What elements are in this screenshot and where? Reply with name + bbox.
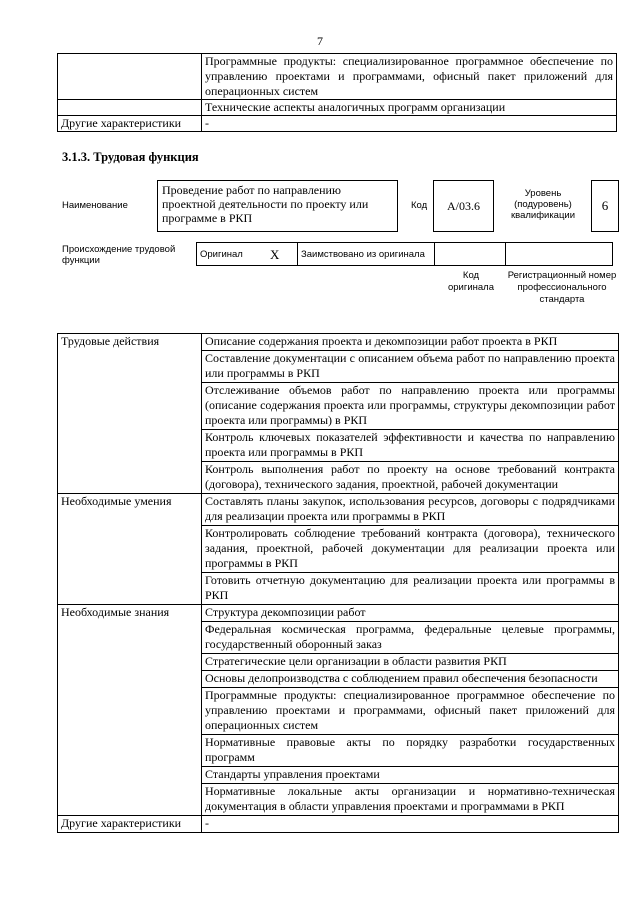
code-label: Код (411, 200, 428, 211)
original-mark: X (267, 243, 298, 266)
function-name-box: Проведение работ по направлению проектной деятельности по проекту или программе в РКП (157, 180, 398, 232)
list-item: Нормативные локальные акты организации и нормативно-техническая документация в области управления проектами и программами в РКП (202, 784, 619, 816)
table-row (58, 605, 619, 622)
list-item: Структура декомпозиции работ (202, 605, 619, 622)
group-label: Необходимые умения (58, 494, 202, 605)
table-row (58, 116, 617, 132)
list-item: Составление документации с описанием объема работ по направлению проекта или программы в РКП (202, 351, 619, 383)
list-item: Программные продукты: специализированное программное обеспечение по управлению проектами и программами, офисный пакет приложений для операционных систем (202, 688, 619, 735)
row-value: Технические аспекты аналогичных программ организации (202, 100, 617, 116)
table-row (58, 100, 617, 116)
list-item: Контролировать соблюдение требований контракта (договора), технического задания, проектной, рабочей документации для реализации проекта или программы в РКП (202, 526, 619, 573)
list-item: Отслеживание объемов работ по направлению проекта или программы (описание содержания проекта или программы, структуры декомпозиции работ проекта или программы) в РКП (202, 383, 619, 430)
function-table (57, 333, 619, 833)
origin-table (196, 242, 613, 266)
reg-number-cell (506, 243, 613, 266)
table-row (58, 494, 619, 526)
list-item: Стратегические цели организации в области развития РКП (202, 654, 619, 671)
original-label: Оригинал (197, 243, 268, 266)
level-label: Уровень (подуровень) квалификации (510, 188, 576, 221)
table-row (58, 334, 619, 351)
row-value: - (202, 116, 617, 132)
list-item: Составлять планы закупок, использования ресурсов, договоры с подрядчиками для реализации проекта или программы в РКП (202, 494, 619, 526)
reg-number-caption: Регистрационный номер профессионального стандарта (507, 270, 617, 305)
function-level-box: 6 (591, 180, 619, 232)
code-original-caption: Код оригинала (447, 270, 494, 293)
list-item: Основы делопроизводства с соблюдением правил обеспечения безопасности (202, 671, 619, 688)
list-item: Контроль выполнения работ по проекту на основе требований контракта (договора), технического задания, проектной, рабочей документации (202, 462, 619, 494)
row-label (58, 54, 202, 100)
list-item: Готовить отчетную документацию для реализации проекта или программы в РКП (202, 573, 619, 605)
list-item: Стандарты управления проектами (202, 767, 619, 784)
list-item: Описание содержания проекта и декомпозиции работ проекта в РКП (202, 334, 619, 351)
continuation-table (57, 53, 617, 132)
list-item: - (202, 816, 619, 833)
page-number: 7 (317, 34, 323, 48)
name-label: Наименование (62, 200, 128, 211)
code-original-cell (435, 243, 506, 266)
row-label: Другие характеристики (58, 116, 202, 132)
row-value: Программные продукты: специализированное программное обеспечение по управлению проектами и программами, офисный пакет приложений для операционных систем (202, 54, 617, 100)
list-item: Нормативные правовые акты по порядку разработки государственных программ (202, 735, 619, 767)
table-row (58, 816, 619, 833)
group-label: Трудовые действия (58, 334, 202, 494)
borrowed-label: Заимствовано из оригинала (298, 243, 435, 266)
group-label: Необходимые знания (58, 605, 202, 816)
list-item: Федеральная космическая программа, федеральные целевые программы, государственный оборонный заказ (202, 622, 619, 654)
row-label (58, 100, 202, 116)
list-item: Контроль ключевых показателей эффективности и качества по направлению проекта или программы в РКП (202, 430, 619, 462)
table-row (58, 54, 617, 100)
group-label: Другие характеристики (58, 816, 202, 833)
origin-label: Происхождение трудовой функции (62, 244, 176, 266)
section-title: 3.1.3. Трудовая функция (62, 150, 199, 164)
function-code-box: A/03.6 (433, 180, 494, 232)
